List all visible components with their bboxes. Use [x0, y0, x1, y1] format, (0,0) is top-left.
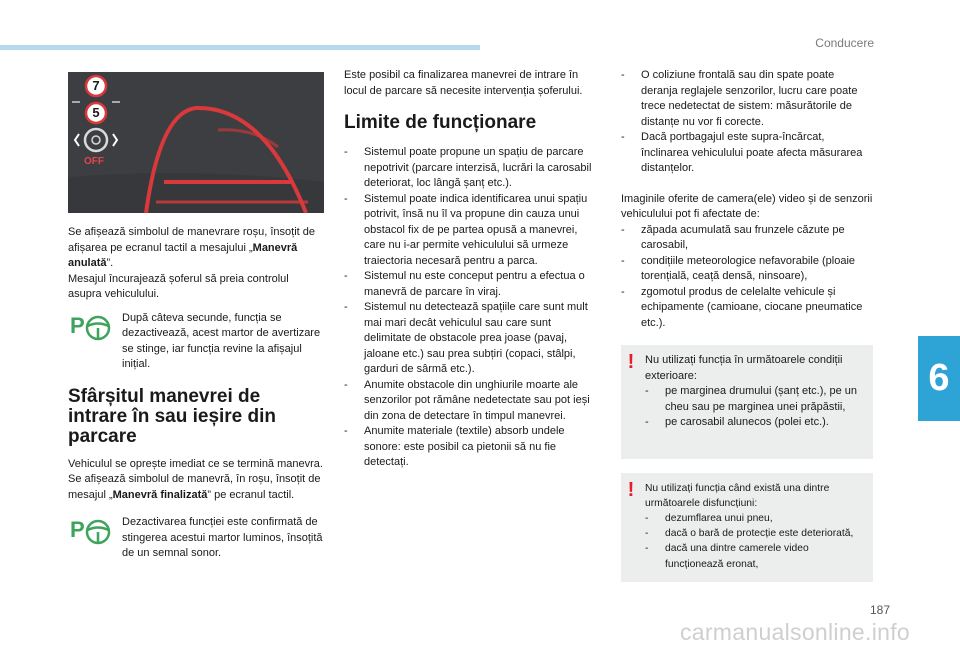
column-left	[68, 72, 324, 562]
paragraph-camera: Imaginile oferite de camera(ele) video și de senzorii vehiculului pot fi afectate de:	[621, 192, 873, 220]
svg-text:P: P	[70, 312, 85, 338]
list-item: - Sistemul nu detectează spațiile care sunt mult mai mari decât vehiculul sau care sunt delimitate de obstacole prea joase (pavaj, jaloane etc.) sau prea subțiri (copaci, stâlpi, garduri de sârmă etc.).	[344, 300, 596, 378]
list-item: - Sistemul poate propune un spațiu de parcare nepotrivit (parcare interzisă, lucrări la carosabil deteriorat, loc lângă șanț etc.).	[344, 145, 596, 192]
heading-operating-limits: Limite de funcționare	[344, 112, 537, 133]
column-right	[621, 68, 873, 582]
warning-icon: !	[627, 351, 635, 373]
warning-box-exterior	[621, 345, 873, 459]
list-item: - dacă o bară de protecție este deteriorată,	[645, 526, 865, 541]
chapter-tab: 6	[918, 336, 960, 421]
list-item: - Dacă portbagajul este supra-încărcat, înclinarea vehiculului poate afecta măsurarea distanțelor.	[621, 130, 873, 177]
list-item: - dezumflarea unui pneu,	[645, 511, 865, 526]
list-item: - condițiile meteorologice nefavorabile (ploaie torențială, ceață densă, ninsoare),	[621, 254, 873, 285]
paragraph-driver-control: Mesajul încurajează șoferul să preia controlul asupra vehiculului.	[68, 272, 289, 300]
icon-note-2	[68, 515, 324, 562]
sensor-issues-list	[621, 68, 873, 177]
warning-icon: !	[627, 478, 635, 501]
list-item: - pe carosabil alunecos (polei etc.).	[645, 415, 865, 431]
paragraph-vehicle-stops: Vehiculul se oprește imediat ce se termină manevra.	[68, 457, 323, 470]
icon-note-1-text: După câteva secunde, funcția se dezactivează, acest martor de avertizare se stinge, iar funcția revine la afișajul inițial.	[122, 311, 321, 370]
list-item: - dacă una dintre camerele video funcționează eronat,	[645, 541, 865, 571]
icon-note-2-text: Dezactivarea funcției este confirmată de stingerea acestui martor luminos, însoțită de un semnal sonor.	[122, 516, 323, 559]
limits-list	[344, 145, 596, 471]
list-item: - O coliziune frontală sau din spate poate deranja reglajele senzorilor, lucru care poate trece nedetectat de sistem: măsurătorile de distanțe nu vor fi corecte.	[621, 68, 873, 130]
column-middle	[344, 68, 596, 471]
paragraph-finished: Se afișează simbolul de manevră, în roșu, însoțit de mesajul „Manevră finalizată” pe ecranul tactil.	[68, 473, 321, 501]
list-item: - zgomotul produs de celelalte vehicule și echipamente (camioane, ciocane pneumatice etc.).	[621, 285, 873, 332]
steering-wheel-icon	[75, 129, 117, 151]
list-item: - zăpada acumulată sau frunzele căzute pe carosabil,	[621, 223, 873, 254]
icon-note-1	[68, 311, 324, 373]
speed-sign-5-label: 5	[92, 105, 100, 120]
off-label: OFF	[84, 156, 104, 167]
park-assist-icon	[68, 311, 114, 351]
list-item: - pe marginea drumului (șanț etc.), pe un cheu sau pe marginea unei prăpăstii,	[645, 384, 865, 415]
camera-screen-image	[68, 72, 324, 213]
warning-intro: Nu utilizați funcția în următoarele condiții exterioare:	[645, 354, 843, 382]
list-item: - Sistemul nu este conceput pentru a efectua o manevră de parcare în viraj.	[344, 269, 596, 300]
heading-end-of-manoeuvre: Sfârșitul manevrei de intrare în sau ieșire din parcare	[68, 385, 277, 447]
watermark: carmanualsonline.info	[679, 619, 910, 645]
paragraph-cancelled: Se afișează simbolul de manevrare roșu, însoțit de afișarea pe ecranul tactil a mesajului „Manevră anulată”.	[68, 226, 316, 269]
warning-intro: Nu utilizați funcția când există una dintre următoarele disfuncțiuni:	[645, 482, 830, 509]
page-number: 187	[869, 603, 890, 617]
conditions-list	[621, 223, 873, 332]
paragraph-intro: Este posibil ca finalizarea manevrei de intrare în locul de parcare să necesite intervenția șoferului.	[344, 69, 583, 97]
list-item: - Anumite obstacole din unghiurile moarte ale senzorilor pot rămâne nedetectate sau pot ieși din zona de detectare în timpul manevrei.	[344, 378, 596, 425]
svg-text:P: P	[70, 517, 85, 542]
list-item: - Anumite materiale (textile) absorb undele sonore: este posibil ca pietonii să nu fie detectați.	[344, 424, 596, 471]
list-item: - Sistemul poate indica identificarea unui spațiu potrivit, însă nu îl va propune din cauza unui obstacol fix de pe partea opusă a manevrei, care nu i-ar permite vehiculului să urmeze traiectoria necesară pentru a parca.	[344, 192, 596, 270]
park-assist-icon	[68, 515, 114, 555]
warning-box-malfunctions	[621, 473, 873, 582]
header-accent-bar	[0, 45, 480, 50]
section-title: Conducere	[815, 36, 874, 50]
speed-sign-7-label: 7	[92, 78, 100, 93]
